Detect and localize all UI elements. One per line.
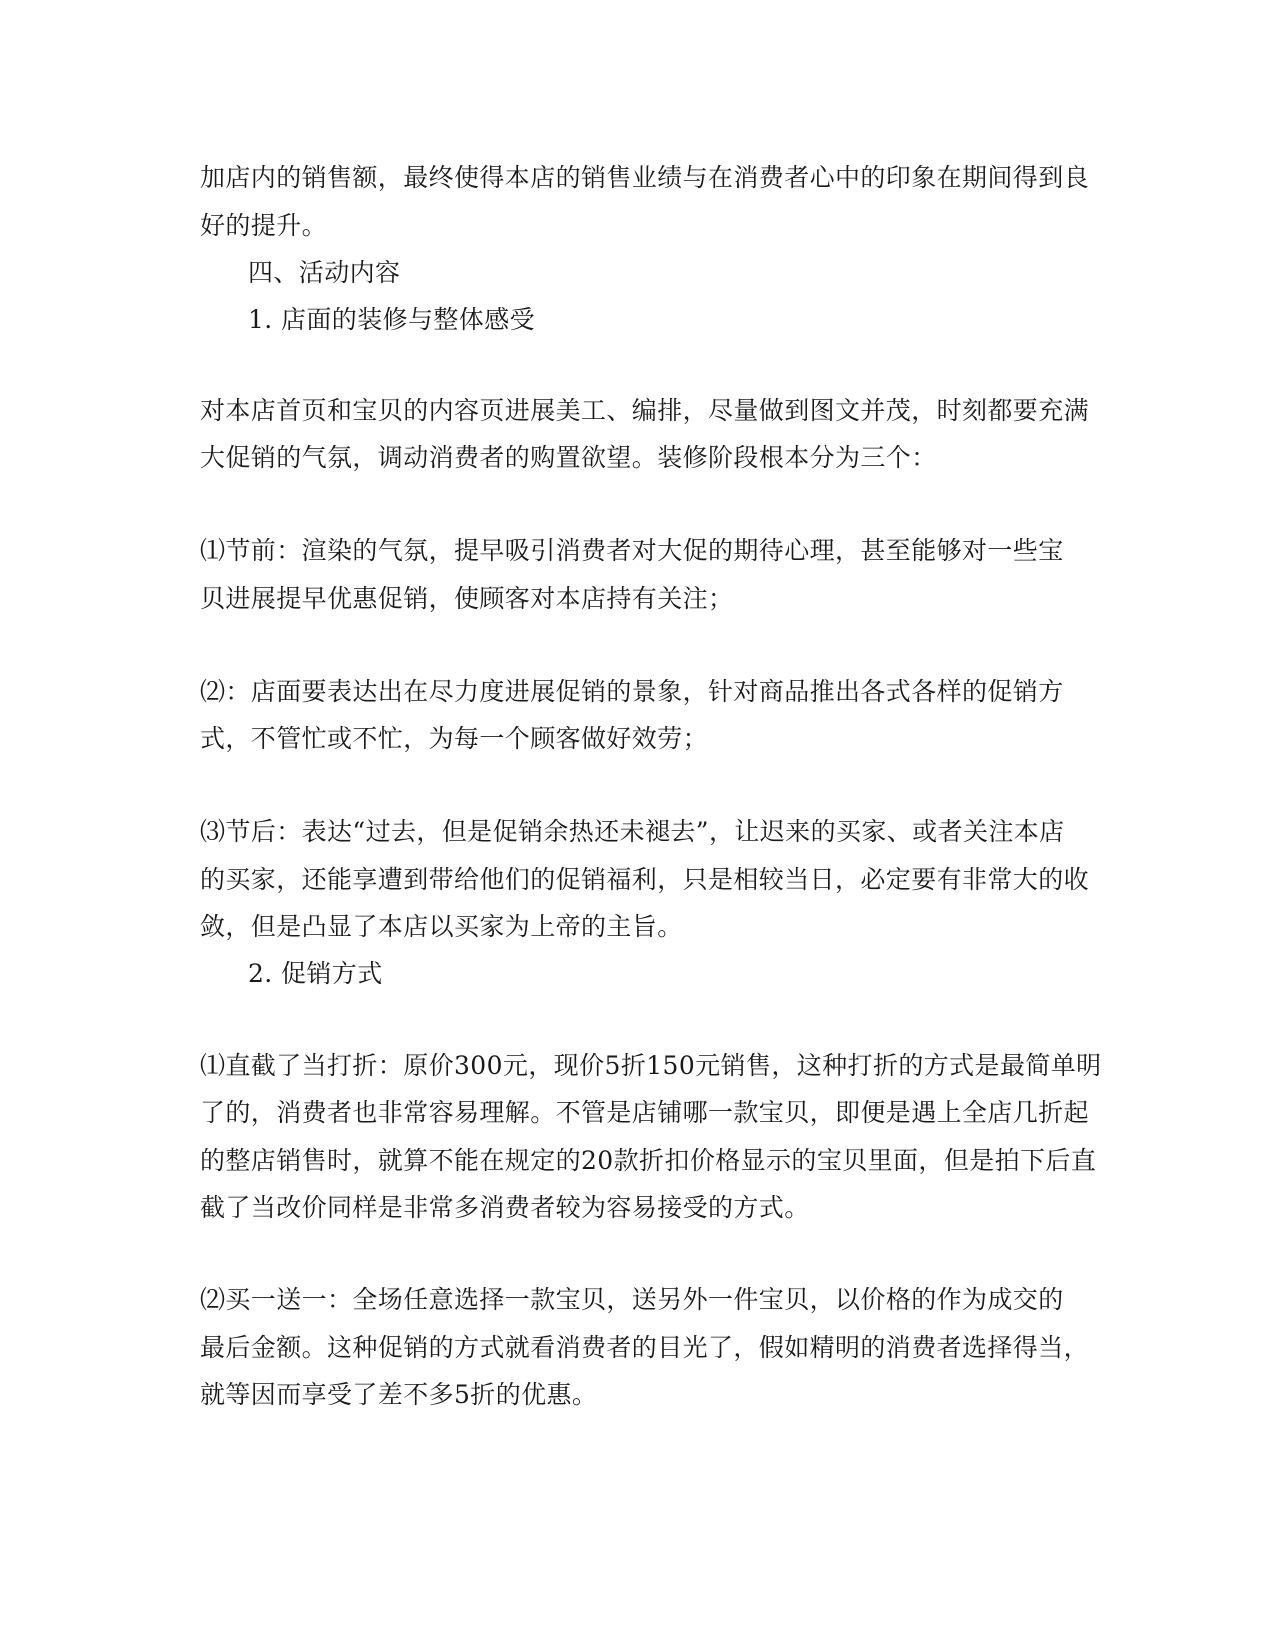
list-item-during-festival-line: 式，不管忙或不忙，为每一个顾客做好效劳； — [200, 724, 709, 753]
list-item-buy-one-get-one-line: 就等因而享受了差不多5折的优惠。 — [200, 1380, 598, 1409]
list-item-post-festival-line: 的买家，还能享遭到带给他们的促销福利，只是相较当日，必定要有非常大的收 — [200, 865, 1090, 894]
list-item-direct-discount-line: ⑴直截了当打折：原价300元，现价5折150元销售，这种打折的方式是最简单明 — [200, 1051, 1102, 1080]
subheading-promotion-methods: 2. 促销方式 — [248, 959, 383, 988]
list-item-post-festival-line: ⑶节后：表达“过去，但是促销余热还未褪去”，让迟来的买家、或者关注本店 — [200, 817, 1065, 846]
list-item-pre-festival-line: 贝进展提早优惠促销，使顾客对本店持有关注； — [200, 584, 734, 613]
list-item-direct-discount-line: 的整店销售时，就算不能在规定的20款折扣价格显示的宝贝里面，但是拍下后直 — [200, 1146, 1097, 1175]
section-heading-activity-content: 四、活动内容 — [248, 258, 401, 287]
list-item-direct-discount-line: 截了当改价同样是非常多消费者较为容易接受的方式。 — [200, 1193, 810, 1222]
paragraph-decoration-line: 对本店首页和宝贝的内容页进展美工、编排，尽量做到图文并茂，时刻都要充满 — [200, 396, 1090, 425]
list-item-during-festival-line: ⑵：店面要表达出在尽力度进展促销的景象，针对商品推出各式各样的促销方 — [200, 677, 1064, 706]
paragraph-decoration-line: 大促销的气氛，调动消费者的购置欲望。装修阶段根本分为三个： — [200, 443, 937, 472]
paragraph-intro-line: 加店内的销售额，最终使得本店的销售业绩与在消费者心中的印象在期间得到良 — [200, 163, 1090, 192]
list-item-post-festival-line: 敛，但是凸显了本店以买家为上帝的主旨。 — [200, 912, 683, 941]
list-item-pre-festival-line: ⑴节前：渲染的气氛，提早吸引消费者对大促的期待心理，甚至能够对一些宝 — [200, 536, 1064, 565]
paragraph-intro-line: 好的提升。 — [200, 211, 328, 240]
list-item-buy-one-get-one-line: 最后金额。这种促销的方式就看消费者的目光了，假如精明的消费者选择得当， — [200, 1333, 1090, 1362]
list-item-buy-one-get-one-line: ⑵买一送一：全场任意选择一款宝贝，送另外一件宝贝，以价格的作为成交的 — [200, 1285, 1064, 1314]
subheading-store-decoration: 1. 店面的装修与整体感受 — [248, 305, 536, 334]
list-item-direct-discount-line: 了的，消费者也非常容易理解。不管是店铺哪一款宝贝，即便是遇上全店几折起 — [200, 1098, 1090, 1127]
